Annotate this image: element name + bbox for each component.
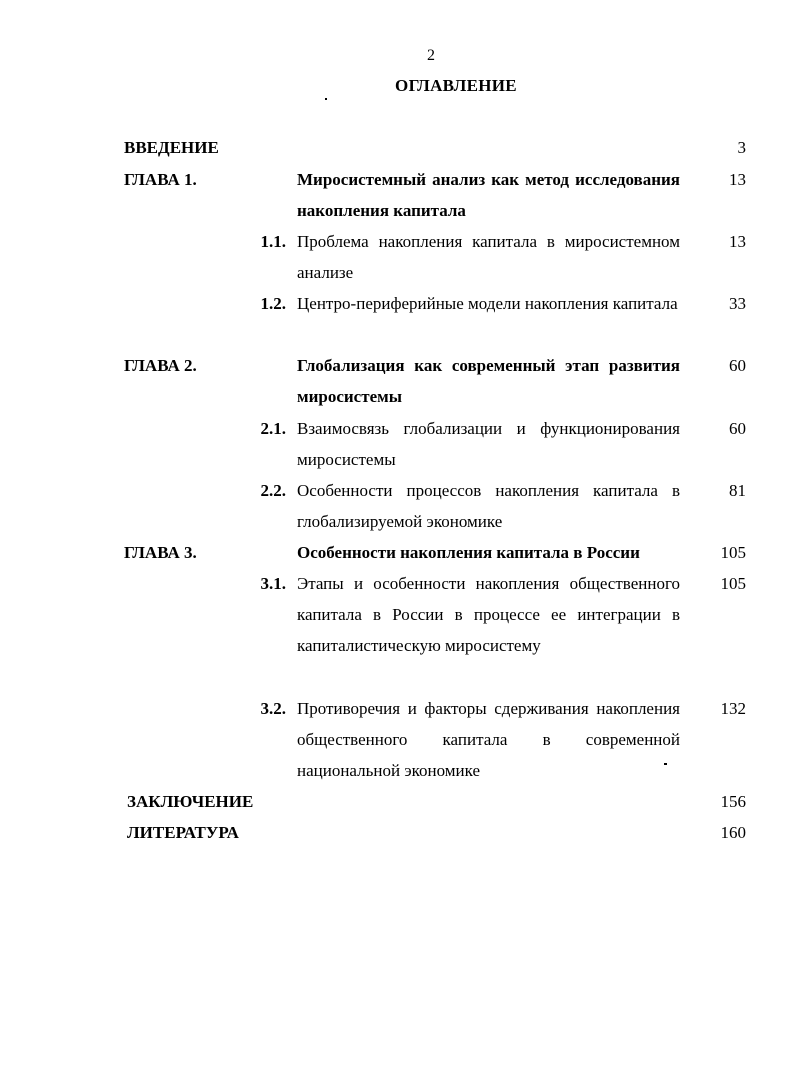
toc-text: Центро-периферийные модели накопления капитала [297,294,678,313]
toc-entry-section-2-2[interactable] [0,475,794,537]
toc-entry-section-3-1[interactable] [0,568,794,692]
toc-text: Взаимосвязь глобализации и функционирования миросистемы [297,419,680,469]
toc-page: 60 [729,419,746,438]
toc-text: Проблема накопления капитала в миросистемном анализе [297,232,680,282]
toc-text: Противоречия и факторы сдерживания накопления общественного капитала в современной национальной экономике [297,699,680,780]
toc-page: 160 [720,823,746,842]
toc-page: 105 [720,543,746,562]
toc-entry-section-1-2[interactable] [0,288,794,350]
toc-entry-chapter-3[interactable] [0,537,794,568]
toc-entry-section-1-1[interactable] [0,226,794,288]
toc-label: ГЛАВА 1. [124,170,197,189]
toc-page: 13 [729,170,746,189]
toc-entry-chapter-1[interactable] [0,164,794,226]
toc-text: Особенности накопления капитала в России [297,543,640,562]
toc-page: 81 [729,481,746,500]
toc-text: Особенности процессов накопления капитала в глобализируемой экономике [297,481,680,531]
toc-page: 156 [720,792,746,811]
toc-title: ОГЛАВЛЕНИЕ [395,76,517,95]
toc-label: 3.2. [260,699,286,718]
scan-speck [325,98,327,100]
toc-label: ГЛАВА 3. [124,543,197,562]
toc-page: 13 [729,232,746,251]
toc-text: Глобализация как современный этап развития миросистемы [297,356,680,406]
toc-label: ЛИТЕРАТУРА [127,823,239,842]
toc-text: Этапы и особенности накопления общественного капитала в России в процессе ее интеграции в капиталистическую миросистему [297,574,680,655]
toc-label: ЗАКЛЮЧЕНИЕ [127,792,254,811]
toc-entry-chapter-2[interactable] [0,350,794,412]
toc-entry-section-3-2[interactable] [0,693,794,786]
toc-page: 33 [729,294,746,313]
page-number: 2 [427,47,435,64]
toc-entry-section-2-1[interactable] [0,413,794,475]
toc-label: ВВЕДЕНИЕ [124,138,219,157]
toc-page: 105 [720,574,746,593]
toc-entry-bibliography[interactable] [0,817,794,848]
toc-label: 2.2. [260,481,286,500]
toc-page: 3 [737,138,746,157]
toc-label: 2.1. [260,419,286,438]
toc-text: Миросистемный анализ как метод исследования накопления капитала [297,170,680,220]
toc-entry-conclusion[interactable] [0,786,794,817]
toc-page: 60 [729,356,746,375]
toc-entry-introduction[interactable] [0,132,794,163]
toc-label: ГЛАВА 2. [124,356,197,375]
toc-label: 1.1. [260,232,286,251]
toc-label: 1.2. [260,294,286,313]
toc-page: 132 [720,699,746,718]
toc-label: 3.1. [260,574,286,593]
